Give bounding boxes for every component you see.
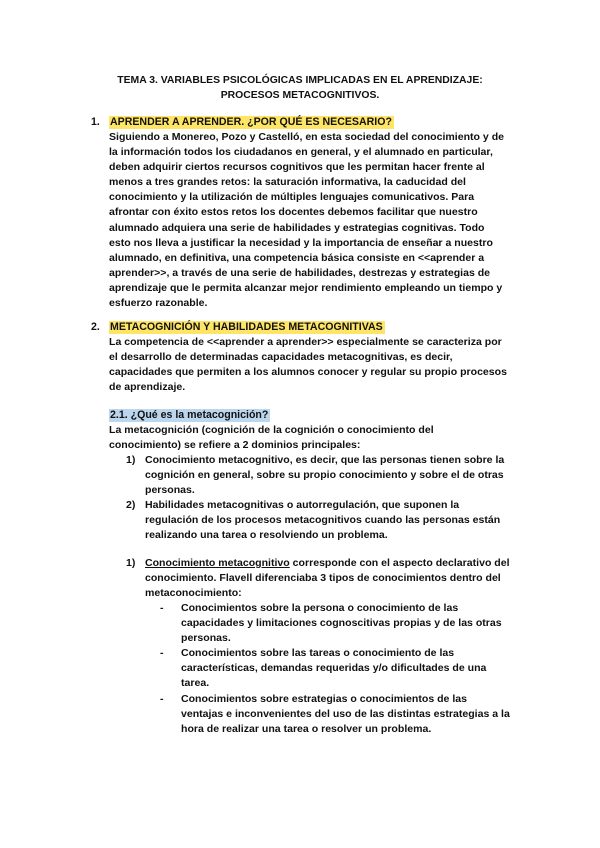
knowledge-term: Conocimiento metacognitivo	[145, 557, 290, 569]
subsection-2-1-intro	[109, 423, 434, 453]
bullet-marker: -	[160, 692, 164, 705]
list-item-line: metaconocimiento:	[145, 587, 242, 600]
list-item-line: realizando una tarea o resolviendo un problema.	[145, 529, 388, 542]
paragraph-line: La metacognición (cognición de la cognición o conocimiento del	[109, 424, 434, 436]
paragraph-line: capacidades que permiten a los alumnos conocer y regular su propio procesos	[109, 366, 507, 379]
paragraph-line: alumnado, en definitiva, una competencia básica consiste en <<aprender a	[109, 251, 485, 264]
paragraph-line: conocimiento) se refiere a 2 dominios principales:	[109, 439, 361, 452]
bullet-line: personas.	[181, 632, 231, 645]
bullet-marker: -	[160, 602, 164, 614]
bullet-line: características, demandas requeridas y/o dificultades de una	[181, 662, 487, 675]
knowledge-term-continuation: corresponde con el aspecto declarativo del	[289, 557, 510, 569]
list-item-line: regulación de los procesos metacognitivos cuando las personas están	[145, 514, 501, 527]
list-item-marker: 1)	[126, 557, 136, 569]
bullet-line: tarea.	[181, 677, 210, 690]
paragraph-line: aprender>>, a través de una serie de habilidades, destrezas y estrategias de	[109, 266, 491, 279]
bullet-item	[160, 692, 510, 737]
paragraph-line: esfuerzo razonable.	[109, 297, 208, 310]
paragraph-line: la información todos los ciudadanos en general, y el alumnado en particular,	[109, 146, 493, 159]
bullet-line: Conocimientos sobre estrategias o conocimientos de las	[181, 692, 468, 705]
paragraph-line: deben adquirir ciertos recursos cognitivos que les permitan hacer frente al	[109, 161, 485, 174]
list-item	[126, 498, 504, 543]
section-1-heading	[91, 115, 394, 130]
section-1-paragraph	[109, 130, 504, 311]
subsection-2-1-title: 2.1. ¿Qué es la metacognición?	[110, 409, 269, 421]
paragraph-line: La competencia de <<aprender a aprender>> especialmente se caracteriza por	[109, 336, 502, 348]
bullet-line: ventajas e inconvenientes del uso de las distintas estrategias a la	[181, 707, 510, 720]
paragraph-line: alumnado adquiera una serie de habilidades y estrategias cognitivas. Todo	[109, 221, 485, 234]
section-2-title: METACOGNICIÓN Y HABILIDADES METACOGNITIVAS	[110, 321, 383, 333]
list-item-line: personas.	[145, 484, 195, 497]
paragraph-line: aprendizaje que le permita alcanzar mejor rendimiento empleando un tiempo y	[109, 281, 503, 294]
section-1-title: APRENDER A APRENDER. ¿POR QUÉ ES NECESARIO?	[110, 116, 392, 128]
list-item-line: cognición en general, sobre su propio conocimiento y sobre el de otras	[145, 469, 504, 482]
paragraph-line: Siguiendo a Monereo, Pozo y Castelló, en esta sociedad del conocimiento y de	[109, 131, 505, 143]
bullet-line: Conocimientos sobre la persona o conocimiento de las	[181, 602, 459, 614]
bullet-line: hora de realizar una tarea o resolver un problema.	[181, 722, 432, 735]
list-item-marker: 1)	[126, 454, 136, 466]
document-title	[60, 73, 540, 103]
list-item-line: Conocimiento metacognitivo, es decir, que las personas tienen sobre la	[145, 454, 505, 466]
paragraph-line: menos a tres grandes retos: la saturación informativa, la caducidad del	[109, 176, 466, 189]
bullet-item	[160, 646, 510, 691]
list-item	[126, 453, 504, 498]
title-line-2: PROCESOS METACOGNITIVOS.	[220, 90, 380, 101]
list-item-line: Habilidades metacognitivas o autorregulación, que suponen la	[145, 499, 460, 512]
paragraph-line: afrontar con éxito estos retos los docentes debemos facilitar que nuestro	[109, 206, 478, 219]
bullet-line: capacidades y limitaciones cognoscitivas propias y de las otras	[181, 617, 502, 630]
bullet-marker: -	[160, 647, 164, 660]
subsection-2-1-heading	[109, 408, 270, 423]
list-item-line: conocimiento. Flavell diferenciaba 3 tipos de conocimientos dentro del	[145, 572, 501, 585]
knowledge-types-list	[160, 601, 510, 737]
knowledge-list	[126, 556, 510, 601]
paragraph-line: el desarrollo de determinadas capacidades metacognitivas, es decir,	[109, 351, 453, 364]
list-item	[126, 556, 510, 601]
bullet-line: Conocimientos sobre las tareas o conocimiento de las	[181, 647, 455, 660]
paragraph-line: conocimiento y la utilización de múltiples lenguajes comunicativos. Para	[109, 191, 475, 204]
bullet-item	[160, 601, 510, 646]
section-1-number: 1.	[91, 116, 100, 128]
list-item-line	[145, 556, 510, 571]
paragraph-line: esto nos lleva a justificar la necesidad y la importancia de enseñar a nuestro	[109, 236, 493, 249]
section-2-heading	[91, 320, 385, 335]
title-line-1: TEMA 3. VARIABLES PSICOLÓGICAS IMPLICADAS EN EL APRENDIZAJE:	[117, 75, 483, 86]
domains-list	[126, 453, 504, 544]
section-2-paragraph	[109, 335, 507, 395]
paragraph-line: de aprendizaje.	[109, 381, 186, 394]
list-item-marker: 2)	[126, 499, 136, 512]
section-2-number: 2.	[91, 321, 100, 333]
